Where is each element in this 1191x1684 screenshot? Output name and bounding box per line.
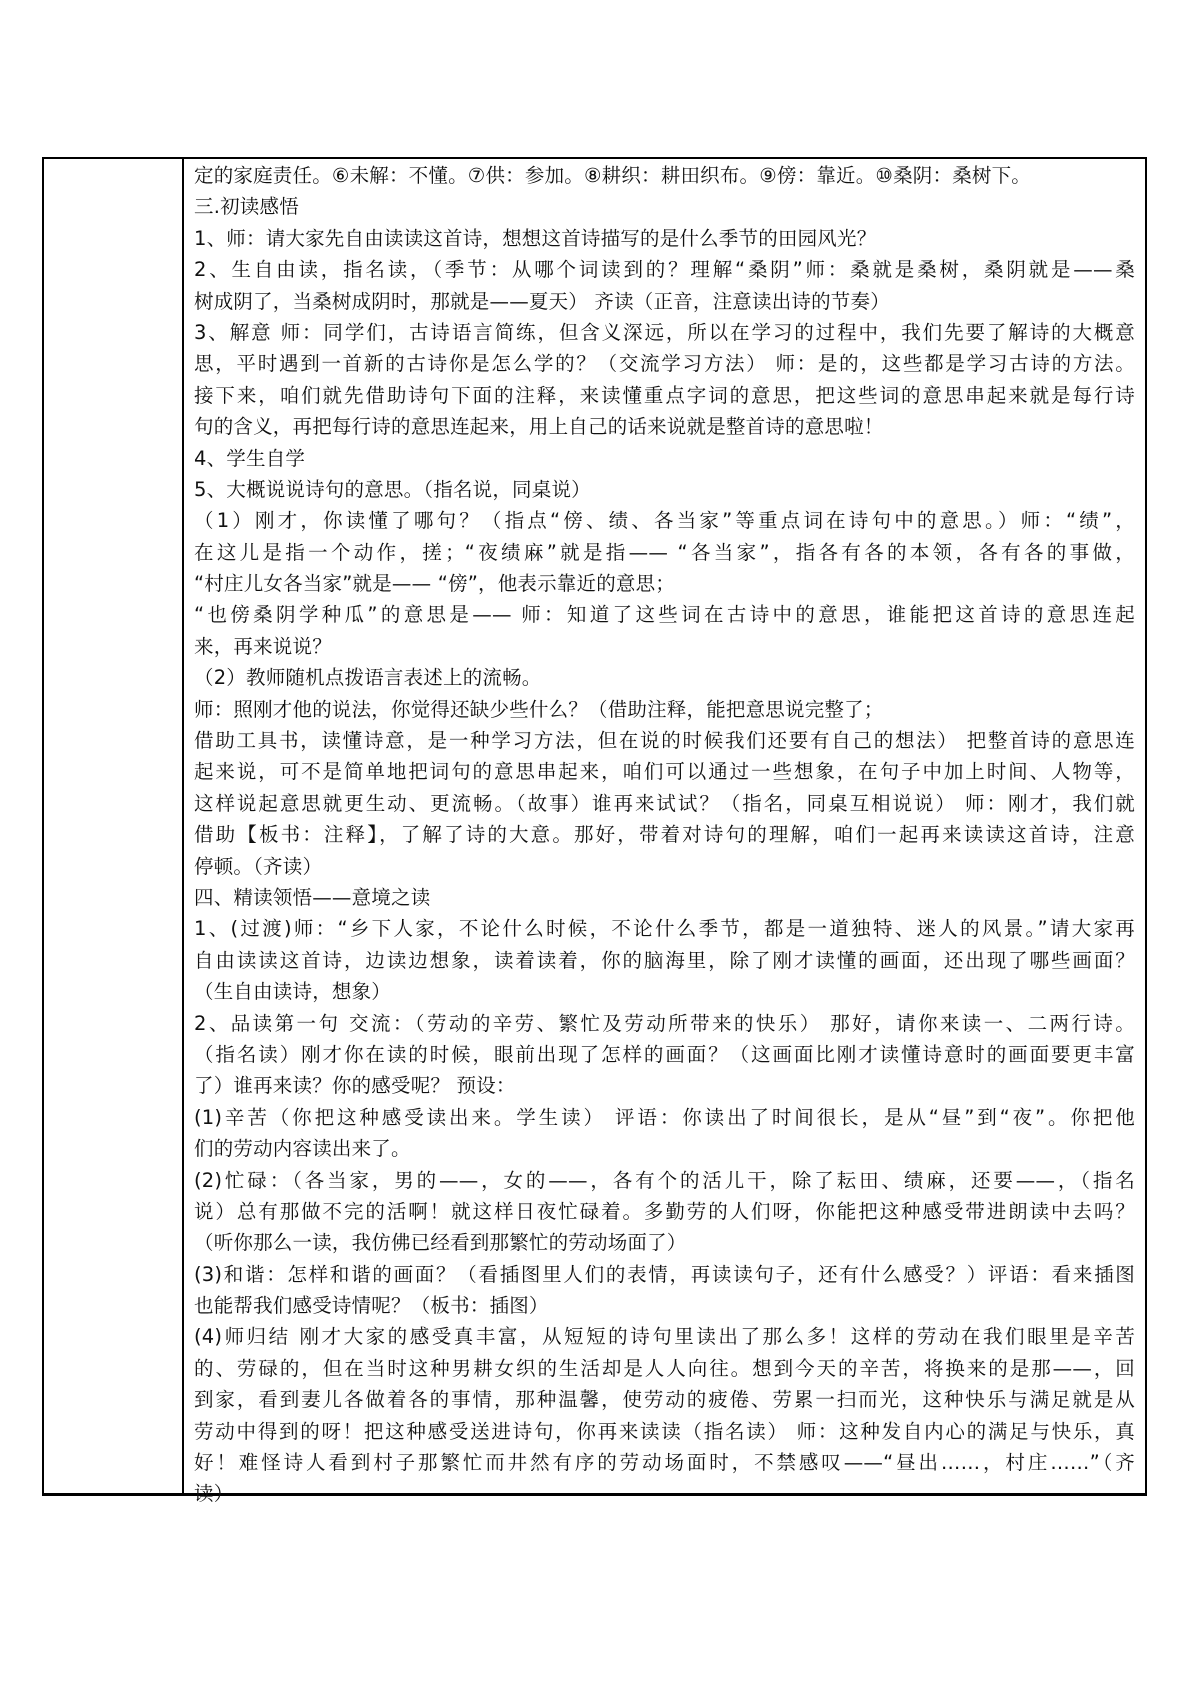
text-line: (1)辛苦（你把这种感受读出来。学生读） 评语：你读出了时间很长，是从“昼”到“夜”。你把他 — [194, 1105, 1135, 1129]
text-line: 们的劳动内容读出来了。 — [194, 1137, 411, 1161]
text-line: “也傍桑阴学种瓜”的意思是—— 师：知道了这些词在古诗中的意思，谁能把这首诗的意思连起 — [194, 603, 1135, 627]
text-line: 起来说，可不是简单地把词句的意思串起来，咱们可以通过一些想象，在句子中加上时间、人物等， — [194, 760, 1135, 784]
text-line: 定的家庭责任。⑥未解：不懂。⑦供：参加。⑧耕织：耕田织布。⑨傍：靠近。⑩桑阴：桑树下。 — [194, 164, 1032, 187]
text-line: （1）刚才，你读懂了哪句？（指点“傍、绩、各当家”等重点词在诗句中的意思。）师：“绩”， — [194, 509, 1135, 533]
text-line: (4)师归结 刚才大家的感受真丰富，从短短的诗句里读出了那么多！这样的劳动在我们眼里是辛苦 — [194, 1325, 1135, 1349]
text-line: 这样说起意思就更生动、更流畅。（故事）谁再来试试？（指名，同桌互相说说） 师：刚才，我们就 — [194, 791, 1135, 815]
text-line: 4、学生自学 — [194, 446, 306, 470]
text-line: 在这儿是指一个动作，搓；“夜绩麻”就是指—— “各当家”，指各有各的本领，各有各的事做， — [194, 540, 1135, 564]
text-line: “村庄儿女各当家”就是—— “傍”，他表示靠近的意思； — [194, 572, 676, 596]
text-line: 树成阴了，当桑树成阴时，那就是——夏天） 齐读（正音，注意读出诗的节奏） — [194, 289, 890, 313]
text-line: 也能帮我们感受诗情呢？（板书：插图） — [194, 1294, 549, 1318]
text-line: 借助工具书，读懂诗意，是一种学习方法，但在说的时候我们还要有自己的想法） 把整首诗的意思连 — [194, 729, 1135, 753]
table-left-column — [44, 159, 184, 1493]
text-line: 5、大概说说诗句的意思。（指名说，同桌说） — [194, 477, 591, 501]
text-line: 来，再来说说？ — [194, 634, 332, 658]
text-line: 读） — [194, 1482, 234, 1506]
text-line: 说）总有那做不完的活啊！就这样日夜忙碌着。多勤劳的人们呀，你能把这种感受带进朗读中去吗？ — [194, 1199, 1135, 1223]
text-line: 2、生自由读，指名读，（季节：从哪个词读到的？理解“桑阴”师：桑就是桑树，桑阴就是——桑 — [194, 258, 1135, 282]
text-line: （生自由读诗，想象） — [194, 980, 392, 1004]
text-line: 1、师：请大家先自由读读这首诗，想想这首诗描写的是什么季节的田园风光？ — [194, 226, 877, 250]
text-line: 三.初读感悟 — [194, 195, 299, 219]
text-line: （指名读）刚才你在读的时候，眼前出现了怎样的画面？（这画面比刚才读懂诗意时的画面要更丰富 — [194, 1042, 1135, 1066]
text-line: 2、品读第一句 交流：（劳动的辛劳、繁忙及劳动所带来的快乐） 那好，请你来读一、二两行诗。 — [194, 1011, 1135, 1035]
lesson-content-cell — [184, 159, 1145, 1506]
text-line: （听你那么一读，我仿佛已经看到那繁忙的劳动场面了） — [194, 1231, 687, 1255]
text-line: 思，平时遇到一首新的古诗你是怎么学的？（交流学习方法） 师：是的，这些都是学习古诗的方法。 — [194, 352, 1135, 376]
text-line: (2)忙碌：（各当家，男的——，女的——，各有个的活儿干，除了耘田、绩麻，还要——，（指名 — [194, 1168, 1135, 1192]
text-line: 句的含义，再把每行诗的意思连起来，用上自己的话来说就是整首诗的意思啦！ — [194, 415, 884, 439]
lesson-plan-table — [42, 157, 1147, 1506]
text-line: 停顿。（齐读） — [194, 854, 323, 878]
text-line: 3、解意 师：同学们，古诗语言简练，但含义深远，所以在学习的过程中，我们先要了解诗的大概意 — [194, 320, 1135, 344]
text-line: 好！难怪诗人看到村子那繁忙而井然有序的劳动场面时，不禁感叹——“昼出……，村庄……”（齐 — [194, 1451, 1135, 1475]
text-line: 到家，看到妻儿各做着各的事情，那种温馨，使劳动的疲倦、劳累一扫而光，这种快乐与满足就是从 — [194, 1388, 1135, 1412]
text-line: 借助【板书：注释】，了解了诗的大意。那好，带着对诗句的理解，咱们一起再来读读这首诗，注意 — [194, 823, 1135, 847]
text-line: 的、劳碌的，但在当时这种男耕女织的生活却是人人向往。想到今天的辛苦，将换来的是那——，回 — [194, 1356, 1135, 1380]
text-line: 接下来，咱们就先借助诗句下面的注释，来读懂重点字词的意思，把这些词的意思串起来就是每行诗 — [194, 383, 1135, 407]
text-line: （2）教师随机点拨语言表述上的流畅。 — [194, 666, 542, 690]
text-line: (3)和谐：怎样和谐的画面？（看插图里人们的表情，再读读句子，还有什么感受？）评语：看来插图 — [194, 1262, 1135, 1286]
text-line: 劳动中得到的呀！把这种感受送进诗句，你再来读读（指名读） 师：这种发自内心的满足与快乐，真 — [194, 1419, 1135, 1443]
text-line: 自由读读这首诗，边读边想象，读着读着，你的脑海里，除了刚才读懂的画面，还出现了哪些画面？ — [194, 948, 1135, 972]
text-line: 师：照刚才他的说法，你觉得还缺少些什么？（借助注释，能把意思说完整了； — [194, 697, 884, 721]
text-line: 四、精读领悟——意境之读 — [194, 885, 431, 909]
text-line: 1、(过渡)师：“乡下人家，不论什么时候，不论什么季节，都是一道独特、迷人的风景。”请大家再 — [194, 917, 1135, 941]
text-line: 了）谁再来读？你的感受呢？ 预设： — [194, 1074, 516, 1098]
